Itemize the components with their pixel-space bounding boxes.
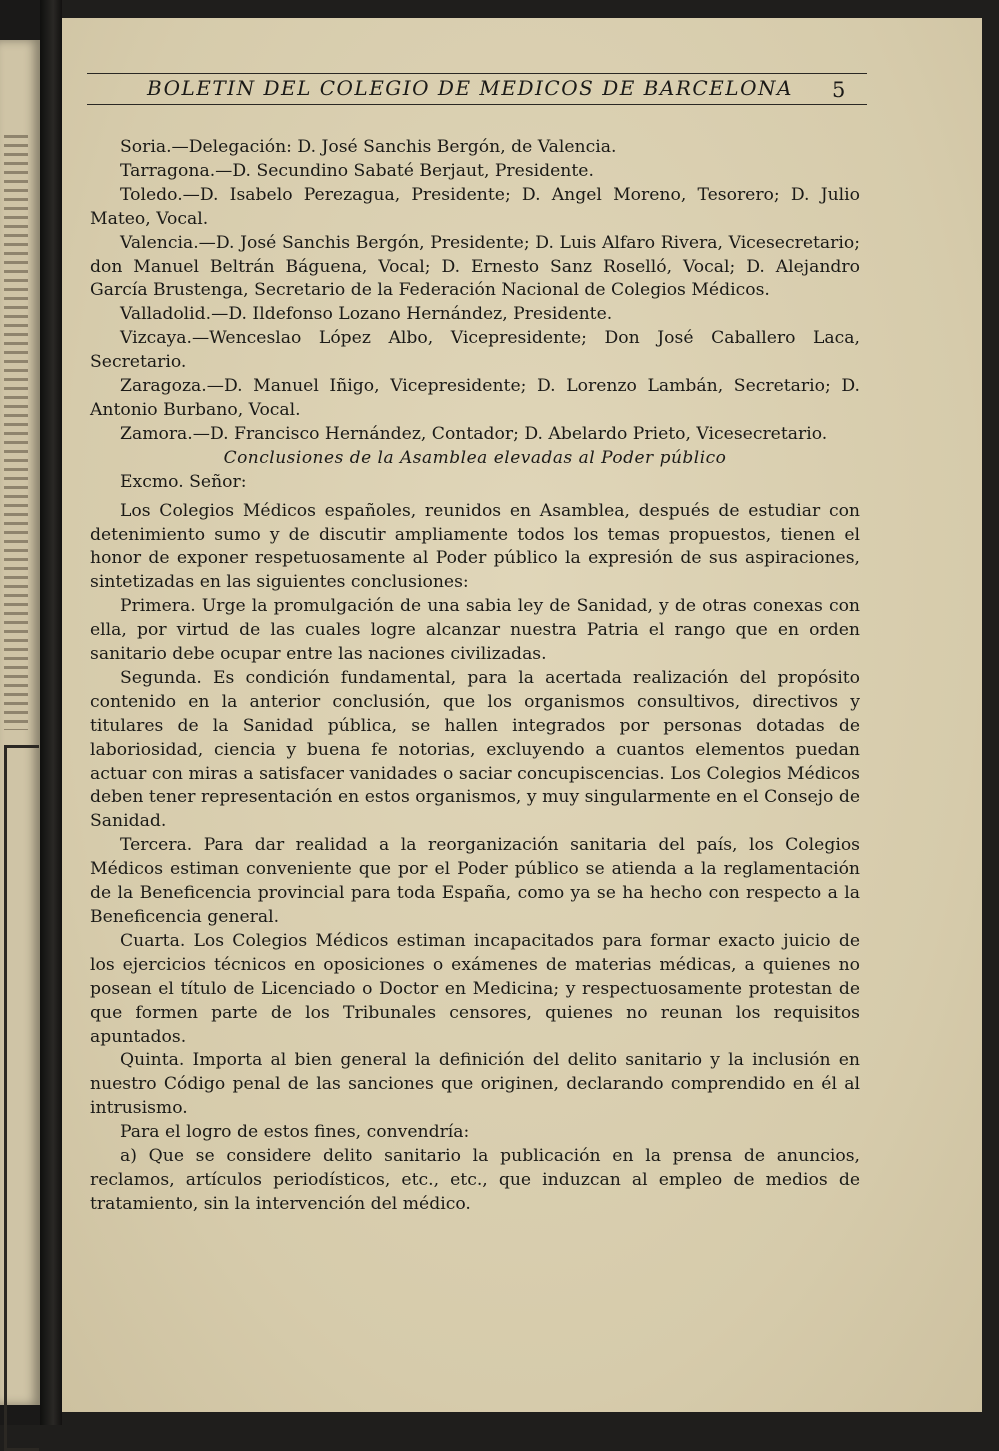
book-spine [40,0,62,1425]
conclusion-third: Tercera. Para dar realidad a la reorganización sanitaria del país, los Colegios Médicos estiman conveniente que por el Poder público se atienda a la reglamentación de la Beneficencia provincial para toda España, como ya se ha hecho con respecto a la Beneficencia general. [90,835,860,927]
ornamental-border [4,135,28,730]
conclusion-second: Segunda. Es condición fundamental, para la acertada realización del propósito contenido en la anterior conclusión, que los organismos consultivos, directivos y titulares de la Sanidad pública, se hallen integrados por personas dotadas de laboriosidad, ciencia y buena fe notorias, excluyendo a cuantos elementos puedan actuar con miras a satisfacer vanidades o saciar concupiscencias. Los Colegios Médicos deben tener representación en estos organismos, y muy singularmente en el Consejo de Sanidad. [90,667,860,832]
paragraph: Para el logro de estos fines, convendría: [120,1122,470,1143]
list-item-a: a) Que se considere delito sanitario la publicación en la prensa de anuncios, reclamos, artículos periodísticos, etc., etc., que induzcan al empleo de medios de tratamiento, sin la intervención del médico. [90,1146,860,1214]
running-header [87,73,867,105]
previous-page-frame [4,745,39,1451]
page-body [90,136,860,1217]
previous-page [0,40,40,1405]
officer-entry: Vizcaya.—Wenceslao López Albo, Vicepresidente; Don José Caballero Laca, Secretario. [90,328,860,373]
conclusion-fifth: Quinta. Importa al bien general la definición del delito sanitario y la inclusión en nuestro Código penal de las sanciones que originen, declarando comprendido en él al intrusismo. [90,1050,860,1119]
paragraph: Los Colegios Médicos españoles, reunidos en Asamblea, después de estudiar con detenimiento sumo y de discutir ampliamente todos los temas propuestos, tienen el honor de exponer respetuosamente al Poder público la expresión de sus aspiraciones, sintetizadas en las siguientes conclusiones: [90,500,860,593]
officer-entry: Toledo.—D. Isabelo Perezagua, Presidente; D. Angel Moreno, Tesorero; D. Julio Mateo, Vocal. [90,184,860,229]
section-title: Conclusiones de la Asamblea elevadas al Poder público [223,447,727,468]
conclusion-fourth: Cuarta. Los Colegios Médicos estiman incapacitados para formar exacto juicio de los ejercicios técnicos en oposiciones o exámenes de materias médicas, a quienes no posean el título de Licenciado o Doctor en Medicina; y respectuosamente protestan de que formen parte de los Tribunales censores, quienes no reunan los requisitos apuntados. [90,930,860,1047]
officer-entry: Soria.—Delegación: D. José Sanchis Bergón, de Valencia. [120,137,617,157]
officer-entry: Valladolid.—D. Ildefonso Lozano Hernández, Presidente. [120,304,613,325]
officer-entry: Tarragona.—D. Secundino Sabaté Berjaut, Presidente. [120,160,594,181]
officer-entry: Zaragoza.—D. Manuel Iñigo, Vicepresidente; D. Lorenzo Lambán, Secretario; D. Antonio Burbano, Vocal. [90,376,860,420]
journal-title: BOLETIN DEL COLEGIO DE MEDICOS DE BARCELONA [147,76,793,100]
officer-entry: Valencia.—D. José Sanchis Bergón, Presidente; D. Luis Alfaro Rivera, Vicesecretario; don Manuel Beltrán Báguena, Vocal; D. Ernesto Sanz Roselló, Vocal; D. Alejandro García Brustenga, Secretario de la Federación Nacional de Colegios Médicos. [90,232,860,301]
page-number: 5 [832,78,846,102]
officer-entry: Zamora.—D. Francisco Hernández, Contador; D. Abelardo Prieto, Vicesecretario. [120,423,828,444]
document-page [62,18,982,1412]
salutation: Excmo. Señor: [120,471,247,492]
conclusion-first: Primera. Urge la promulgación de una sabia ley de Sanidad, y de otras conexas con ella, por virtud de las cuales logre alcanzar nuestra Patria el rango que en orden sanitario debe ocupar entre las naciones civilizadas. [90,596,860,665]
